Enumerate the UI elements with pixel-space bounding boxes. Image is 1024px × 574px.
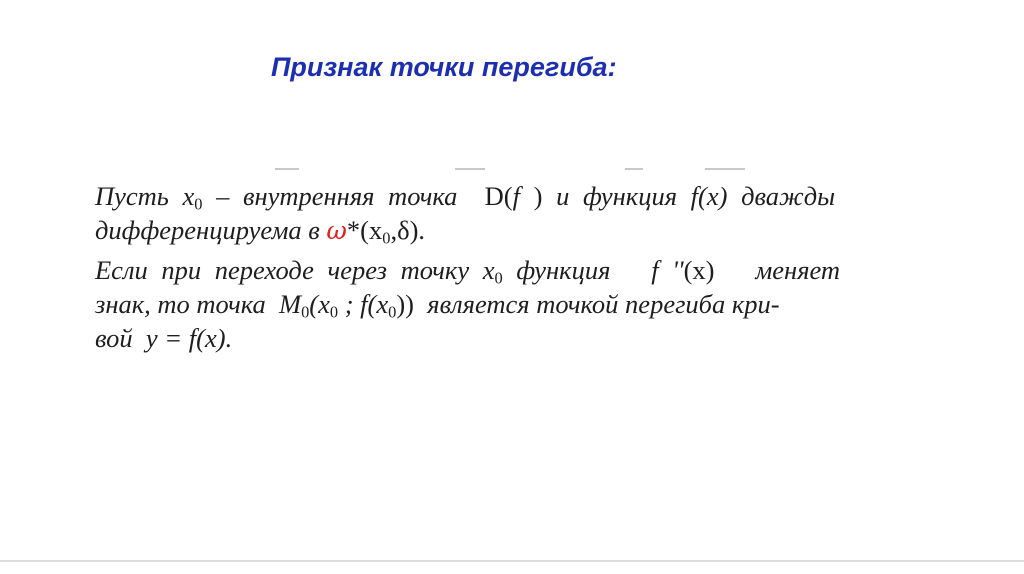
- text-line-5: [95, 322, 232, 354]
- text-fragment: знак, то точка: [95, 289, 266, 319]
- text-line-4: [95, 288, 780, 320]
- text-line-2: [95, 214, 425, 247]
- math-paren: )): [396, 289, 414, 319]
- text-fragment: и функция: [556, 181, 678, 211]
- text-line-1: [95, 180, 835, 212]
- text-fragment: функция: [516, 255, 611, 285]
- math-expression: (x): [683, 255, 715, 285]
- text-fragment: Пусть: [95, 181, 169, 211]
- math-expression: ,δ).: [390, 215, 426, 245]
- cropped-text-remnant: [95, 168, 795, 172]
- math-expression: y = f(x).: [145, 323, 233, 353]
- math-subscript: 0: [194, 194, 203, 214]
- text-fragment: дважды: [741, 181, 836, 211]
- math-variable: M: [278, 289, 302, 319]
- text-fragment: Если при переходе через точку: [95, 255, 470, 285]
- math-subscript: 0: [494, 268, 503, 288]
- text-fragment: – внутренняя точка: [216, 181, 458, 211]
- text-fragment: вой: [95, 323, 133, 353]
- math-domain: D(: [484, 181, 513, 211]
- text-fragment: меняет: [755, 255, 841, 285]
- text-line-3: [95, 254, 840, 286]
- math-subscript: 0: [301, 302, 310, 322]
- math-second-derivative: f '': [651, 255, 684, 285]
- math-variable: x: [482, 255, 495, 285]
- bottom-divider: [0, 560, 1024, 562]
- math-subscript: 0: [382, 228, 391, 248]
- math-expression: ; f(x: [344, 289, 389, 319]
- slide-title: Признак точки перегиба:: [271, 52, 617, 82]
- math-subscript: 0: [388, 302, 397, 322]
- math-function: f: [512, 181, 521, 211]
- math-paren: ): [533, 181, 543, 211]
- handwritten-omega: ω: [326, 216, 347, 245]
- math-expression: f(x): [690, 181, 728, 211]
- text-fragment: является точкой перегиба кри-: [427, 289, 780, 319]
- text-fragment: дифференцируема в: [95, 215, 320, 245]
- math-expression: (x: [309, 289, 330, 319]
- math-expression: *(x: [346, 215, 383, 245]
- math-variable: x: [182, 181, 195, 211]
- math-subscript: 0: [329, 302, 339, 322]
